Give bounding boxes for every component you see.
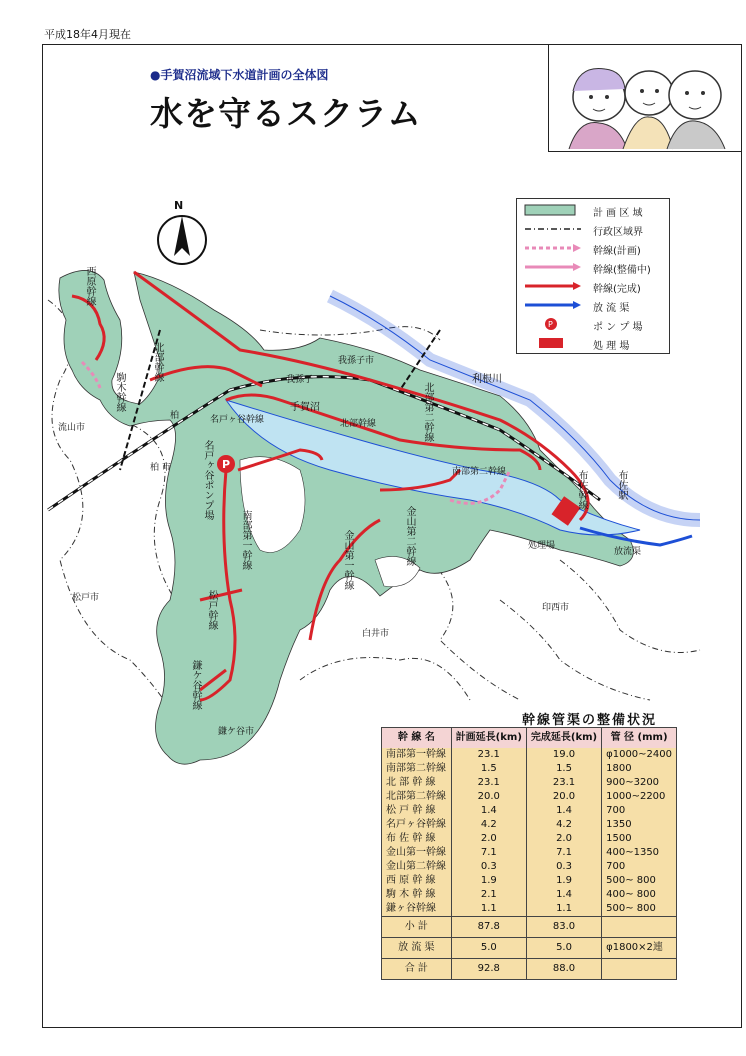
hokubu-main-line-label: 北部幹線 xyxy=(340,419,377,429)
legend-label: 放 流 渠 xyxy=(593,303,630,314)
nagareyama-city-label: 流山市 xyxy=(58,423,86,433)
as-of-date: 平成18年4月現在 xyxy=(44,28,131,41)
cell: φ1000~2400 xyxy=(606,749,672,760)
cell: 1500 xyxy=(606,833,632,844)
table-row xyxy=(382,846,676,860)
table-row xyxy=(382,888,676,902)
compass-label: N xyxy=(174,199,184,212)
table-row xyxy=(382,902,676,917)
kanayama1-line-label: 金山第一幹線 xyxy=(342,530,353,590)
shiroi-city-label: 白井市 xyxy=(362,629,390,639)
cell: 900~3200 xyxy=(606,777,660,788)
legend-label: 行政区域界 xyxy=(593,227,643,238)
legend-item xyxy=(517,201,671,218)
table-row xyxy=(382,832,676,846)
cell xyxy=(602,959,676,980)
cell: 1.4 xyxy=(526,888,601,902)
table-row xyxy=(382,860,676,874)
abiko-city-label: 我孫子市 xyxy=(338,356,375,366)
kanayama2-line-label: 金山第二幹線 xyxy=(404,506,415,566)
column-header: 計画延長(km) xyxy=(451,728,526,748)
page-title: 水を守るスクラム xyxy=(150,94,422,133)
hokubu-line-label: 北部幹線 xyxy=(152,342,163,382)
cell: 5.0 xyxy=(451,938,526,959)
kashiwa-city-label: 柏 市 xyxy=(150,463,171,473)
pump-station-legend-icon xyxy=(523,318,585,330)
cell: 南部第一幹線 xyxy=(382,748,451,762)
nanbu2-line-label: 南部第二幹線 xyxy=(452,467,507,477)
cell: 92.8 xyxy=(451,959,526,980)
cell: φ1800×2連 xyxy=(602,938,676,959)
legend-label: 幹線(整備中) xyxy=(593,265,651,276)
total-row xyxy=(382,959,676,980)
cell: 小 計 xyxy=(382,917,451,938)
legend-item xyxy=(517,315,671,332)
cell: 駒 木 幹 線 xyxy=(382,888,451,902)
cell: 2.0 xyxy=(451,832,526,846)
nanbu1-line-label: 南部第一幹線 xyxy=(240,510,251,570)
table-row xyxy=(382,818,676,832)
cell: 4.2 xyxy=(451,818,526,832)
fusa-line-label: 布佐幹線 xyxy=(576,470,587,510)
fusa-station-label: 布佐駅 xyxy=(616,470,627,500)
abiko-station-label: 我孫子 xyxy=(286,375,314,385)
tone-river-label: 利根川 xyxy=(472,374,502,385)
legend-label: 計 画 区 域 xyxy=(593,208,643,219)
nishihara-line-label: 西原幹線 xyxy=(84,266,95,306)
planned-line-icon xyxy=(523,242,585,254)
cell: 4.2 xyxy=(526,818,601,832)
cell: 0.3 xyxy=(526,860,601,874)
column-header: 管 径 (mm) xyxy=(602,728,676,748)
cell: 0.3 xyxy=(451,860,526,874)
cell: 5.0 xyxy=(526,938,601,959)
cell: 500~ 800 xyxy=(606,903,656,914)
cell: 北部第二幹線 xyxy=(382,790,451,804)
legend-label: 幹線(計画) xyxy=(593,246,641,257)
cell: 1.9 xyxy=(526,874,601,888)
cell: 鎌ヶ谷幹線 xyxy=(382,902,451,917)
treatment-plant-legend-icon xyxy=(523,337,585,349)
nadogaya-line-label: 名戸ヶ谷幹線 xyxy=(210,415,265,425)
cell: 23.1 xyxy=(451,776,526,790)
cell: 南部第二幹線 xyxy=(382,762,451,776)
table-row xyxy=(382,804,676,818)
svg-text:P: P xyxy=(548,320,553,329)
legend-item xyxy=(517,296,671,313)
table-row xyxy=(382,762,676,776)
admin-boundary-line-icon xyxy=(523,223,585,235)
completed-line-icon xyxy=(523,280,585,292)
legend-item xyxy=(517,277,671,294)
under-construction-line-icon xyxy=(523,261,585,273)
cell: 放 流 渠 xyxy=(382,938,451,959)
subtotal-row xyxy=(382,917,676,938)
column-header: 完成延長(km) xyxy=(526,728,601,748)
cell: 23.1 xyxy=(526,776,601,790)
legend-item xyxy=(517,239,671,256)
cell: 19.0 xyxy=(526,748,601,762)
nadogaya-pump-label: 名戸ヶ谷ポンプ場 xyxy=(202,440,213,520)
table-header-row xyxy=(382,728,676,748)
cell: 1.4 xyxy=(451,804,526,818)
legend-label: 処 理 場 xyxy=(593,341,630,352)
map-legend xyxy=(516,198,670,354)
cell: 1.5 xyxy=(451,762,526,776)
cell: 金山第二幹線 xyxy=(382,860,451,874)
cell: 1000~2200 xyxy=(606,791,666,802)
kamagaya-city-label: 鎌ケ谷市 xyxy=(218,727,255,737)
column-header: 幹 線 名 xyxy=(382,728,451,748)
status-table-title: 幹線管渠の整備状況 xyxy=(522,713,658,728)
legend-item xyxy=(517,220,671,237)
cell: 700 xyxy=(606,861,626,872)
hokubu2-line-label: 北部第二幹線 xyxy=(422,382,433,442)
cell: 500~ 800 xyxy=(606,875,656,886)
cell: 83.0 xyxy=(526,917,601,938)
pump-station-letter: P xyxy=(222,458,231,471)
cell: 20.0 xyxy=(451,790,526,804)
legend-label: ポ ン プ 場 xyxy=(593,322,643,333)
plan-area-swatch-icon xyxy=(523,204,585,216)
table-row xyxy=(382,790,676,804)
cell: 23.1 xyxy=(451,748,526,762)
cell: 西 原 幹 線 xyxy=(382,874,451,888)
komagi-line-label: 駒木幹線 xyxy=(114,372,125,412)
cell: 2.0 xyxy=(526,832,601,846)
cell xyxy=(602,917,676,938)
cell: 合 計 xyxy=(382,959,451,980)
cell: 1800 xyxy=(606,763,632,774)
trunk-line-status-table xyxy=(382,728,676,979)
cell: 1.4 xyxy=(526,804,601,818)
cell: 1.1 xyxy=(451,902,526,917)
cell: 2.1 xyxy=(451,888,526,902)
cell: 7.1 xyxy=(526,846,601,860)
matsudo-line-label: 松戸幹線 xyxy=(206,590,217,630)
table-row xyxy=(382,748,676,762)
cell: 700 xyxy=(606,805,626,816)
discharge-channel-icon xyxy=(523,299,585,311)
treatment-plant-label: 処理場 xyxy=(528,541,556,551)
legend-item xyxy=(517,334,671,351)
cell: 布 佐 幹 線 xyxy=(382,832,451,846)
kashiwa-station-label: 柏 xyxy=(170,411,180,421)
cell: 1.5 xyxy=(526,762,601,776)
cell: 松 戸 幹 線 xyxy=(382,804,451,818)
cell: 金山第一幹線 xyxy=(382,846,451,860)
tegenuma-label: 手賀沼 xyxy=(290,402,320,413)
kamagaya-line-label: 鎌ケ谷幹線 xyxy=(190,660,201,710)
discharge-label: 放流渠 xyxy=(614,547,642,557)
cell: 1.9 xyxy=(451,874,526,888)
inzai-city-label: 印西市 xyxy=(542,603,570,613)
cell: 88.0 xyxy=(526,959,601,980)
cell: 名戸ヶ谷幹線 xyxy=(382,818,451,832)
table-row xyxy=(382,874,676,888)
cell: 7.1 xyxy=(451,846,526,860)
cell: 400~1350 xyxy=(606,847,660,858)
cell: 1350 xyxy=(606,819,632,830)
cell: 北 部 幹 線 xyxy=(382,776,451,790)
cell: 1.1 xyxy=(526,902,601,917)
cell: 20.0 xyxy=(526,790,601,804)
cell: 87.8 xyxy=(451,917,526,938)
legend-item xyxy=(517,258,671,275)
cell: 400~ 800 xyxy=(606,889,656,900)
discharge-row xyxy=(382,938,676,959)
matsudo-city-label: 松戸市 xyxy=(72,593,100,603)
map-subtitle: ●手賀沼流域下水道計画の全体図 xyxy=(150,68,329,82)
table-row xyxy=(382,776,676,790)
north-compass-icon xyxy=(158,216,206,264)
legend-label: 幹線(完成) xyxy=(593,284,641,295)
